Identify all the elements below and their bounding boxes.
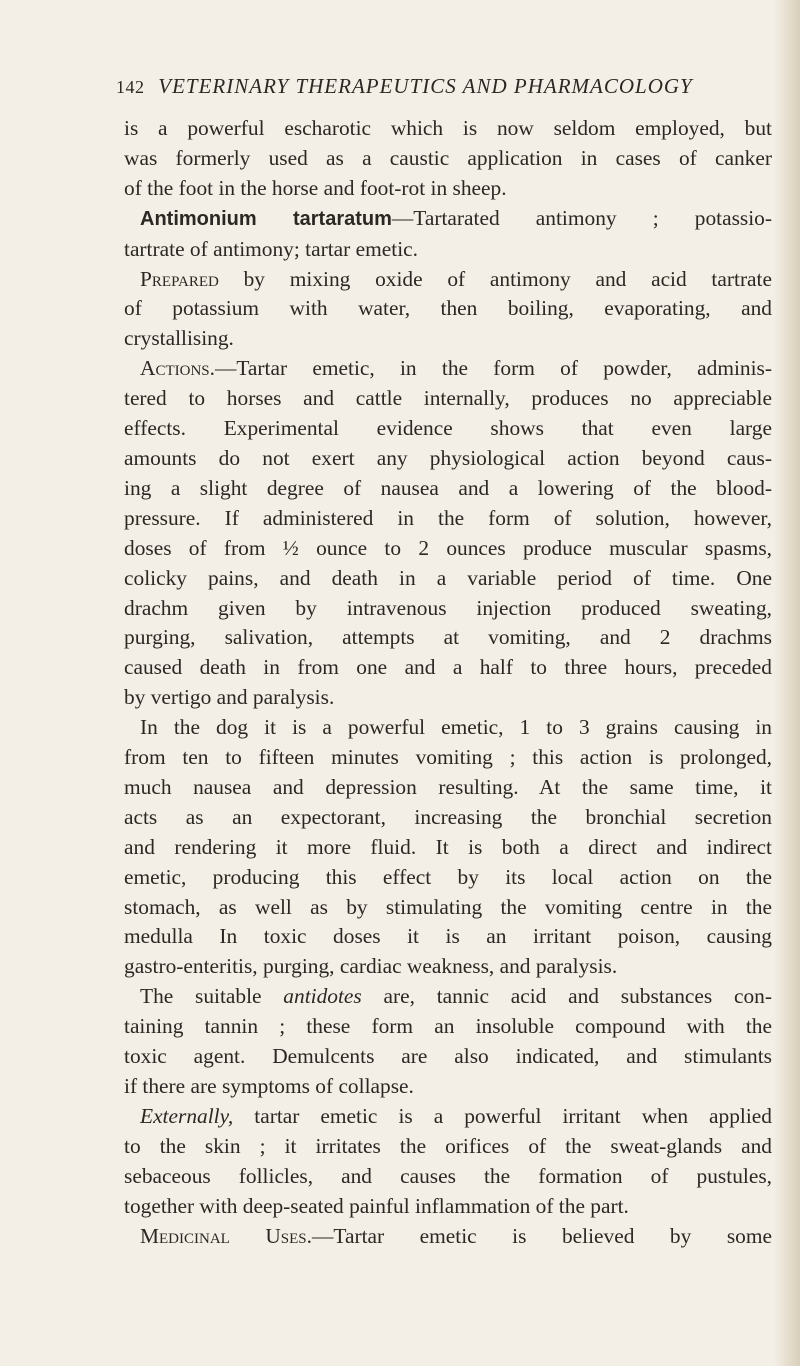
text-line: taining tannin ; these form an insoluble compound with the [124,1014,772,1039]
section-heading-prepared: Prepared [140,266,219,291]
body-text [124,114,772,1251]
term-antidotes: antidotes [283,984,362,1009]
paragraph-actions [124,354,772,384]
text-line: tartrate of antimony; tartar emetic. [124,236,418,261]
page-number: 142 [116,77,145,97]
paragraph-prepared [124,265,772,295]
paragraph-antimonium [124,204,772,235]
text-fragment: by mixing oxide of antimony and acid tartrate [218,266,772,291]
running-title: VETERINARY THERAPEUTICS AND PHARMACOLOGY [158,74,693,98]
text-line: emetic, producing this effect by its local action on the [124,864,772,889]
page-edge-shadow [774,0,800,1366]
text-line: medulla In toxic doses it is an irritant poison, causing [124,924,772,949]
text-fragment: tartar emetic is a powerful irritant when applied [233,1103,772,1128]
text-fragment: —Tartar emetic is believed by some [312,1223,772,1248]
text-line: toxic agent. Demulcents are also indicated, and stimulants [124,1044,772,1069]
text-fragment: The suitable [140,984,284,1009]
paragraph-antidotes [124,982,772,1012]
paragraph-medicinal-uses [124,1222,772,1252]
text-fragment: —Tartarated antimony ; potassio- [391,205,773,230]
paragraph-externally [124,1102,772,1132]
running-header [116,74,776,99]
text-line: of the foot in the horse and foot-rot in sheep. [124,175,507,200]
text-line: to the skin ; it irritates the orifices of the sweat-glands and [124,1133,772,1158]
text-fragment: —Tartar emetic, in the form of powder, adminis- [214,356,772,381]
text-line: crystallising. [124,326,234,351]
text-line: of potassium with water, then boiling, evaporating, and [124,296,772,321]
text-line: amounts do not exert any physiological action beyond caus- [124,445,772,470]
text-line: colicky pains, and death in a variable period of time. One [124,565,772,590]
text-line: together with deep-seated painful inflammation of the part. [124,1193,629,1218]
text-line: acts as an expectorant, increasing the bronchial secretion [124,804,772,829]
text-line: drachm given by intravenous injection produced sweating, [124,595,772,620]
text-line: from ten to fifteen minutes vomiting ; this action is prolonged, [124,745,772,770]
section-heading-medicinal-uses: Medicinal Uses. [140,1223,312,1248]
text-line: pressure. If administered in the form of solution, however, [124,505,772,530]
text-line: by vertigo and paralysis. [124,685,335,710]
text-line: purging, salivation, attempts at vomiting, and 2 drachms [124,625,772,650]
text-fragment: are, tannic acid and substances con- [361,984,772,1009]
text-line: was formerly used as a caustic application in cases of canker [124,145,772,170]
section-heading-actions: Actions. [140,356,215,381]
text-line: much nausea and depression resulting. At the same time, it [124,774,772,799]
text-line: caused death in from one and a half to three hours, preceded [124,655,772,680]
text-line: gastro-enteritis, purging, cardiac weakness, and paralysis. [124,954,618,979]
text-line: and rendering it more fluid. It is both a direct and indirect [124,834,772,859]
text-line: In the dog it is a powerful emetic, 1 to 3 grains causing in [140,715,772,740]
text-line: is a powerful escharotic which is now seldom employed, but [124,116,772,140]
text-line: stomach, as well as by stimulating the vomiting centre in the [124,894,772,919]
text-line: sebaceous follicles, and causes the formation of pustules, [124,1163,772,1188]
text-line: doses of from ½ ounce to 2 ounces produce muscular spasms, [124,535,772,560]
text-line: tered to horses and cattle internally, produces no appreciable [124,386,772,411]
text-line: effects. Experimental evidence shows that even large [124,416,772,441]
text-line: if there are symptoms of collapse. [124,1074,414,1098]
term-externally: Externally, [140,1103,234,1128]
drug-name: Antimonium tartaratum [140,207,392,230]
text-line: ing a slight degree of nausea and a lowering of the blood- [124,475,772,500]
